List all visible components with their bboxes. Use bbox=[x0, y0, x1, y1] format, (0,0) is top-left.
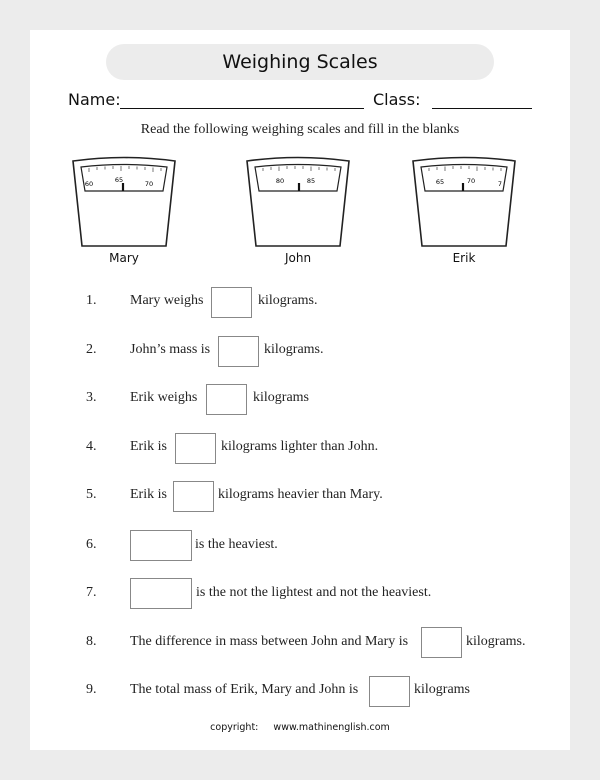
answer-box[interactable] bbox=[130, 578, 192, 609]
scale-name-erik: Erik bbox=[452, 251, 476, 265]
scale-name-john: John bbox=[284, 251, 312, 265]
answer-box[interactable] bbox=[211, 287, 252, 318]
tick-label: 65 bbox=[114, 176, 124, 184]
question-text: kilograms. bbox=[258, 293, 318, 308]
question-text: Erik is bbox=[130, 439, 167, 454]
question-number: 8. bbox=[86, 634, 97, 649]
question-number: 3. bbox=[86, 390, 97, 405]
question-text: kilograms. bbox=[466, 634, 526, 649]
site-link[interactable]: www.mathinenglish.com bbox=[273, 722, 390, 733]
question-text: The difference in mass between John and Mary is bbox=[130, 634, 409, 649]
tick-label: 80 bbox=[275, 177, 285, 185]
question-number: 7. bbox=[86, 585, 97, 600]
tick-label: 85 bbox=[306, 177, 316, 185]
copyright-label: copyright: bbox=[210, 722, 259, 733]
answer-box[interactable] bbox=[130, 530, 192, 561]
question-number: 6. bbox=[86, 537, 97, 552]
class-label: Class: bbox=[373, 90, 421, 109]
question-number: 1. bbox=[86, 293, 97, 308]
answer-box[interactable] bbox=[206, 384, 247, 415]
question-number: 4. bbox=[86, 439, 97, 454]
tick-label: 60 bbox=[84, 180, 94, 188]
page-title: Weighing Scales bbox=[222, 51, 378, 73]
question-text: Erik weighs bbox=[130, 390, 198, 405]
scale-john bbox=[243, 155, 353, 251]
question-text: kilograms. bbox=[264, 342, 324, 357]
tick-label: 70 bbox=[466, 177, 476, 185]
instructions: Read the following weighing scales and fill in the blanks bbox=[140, 122, 460, 137]
class-field[interactable] bbox=[432, 108, 532, 109]
answer-box[interactable] bbox=[369, 676, 410, 707]
name-field[interactable] bbox=[120, 108, 364, 109]
answer-box[interactable] bbox=[173, 481, 214, 512]
question-text: John’s mass is bbox=[130, 342, 211, 357]
name-label: Name: bbox=[68, 90, 121, 109]
scale-erik bbox=[409, 155, 519, 251]
question-text: kilograms bbox=[414, 682, 470, 697]
tick-label: 70 bbox=[144, 180, 154, 188]
question-text: kilograms heavier than Mary. bbox=[218, 487, 383, 502]
question-text: is the heaviest. bbox=[195, 537, 278, 552]
question-text: is the not the lightest and not the heaviest. bbox=[196, 585, 432, 600]
question-text: kilograms lighter than John. bbox=[221, 439, 379, 454]
question-text: kilograms bbox=[253, 390, 309, 405]
question-number: 9. bbox=[86, 682, 97, 697]
footer bbox=[0, 722, 600, 733]
question-text: Mary weighs bbox=[130, 293, 204, 308]
tick-label: 7 bbox=[497, 180, 503, 188]
scale-mary bbox=[69, 155, 179, 251]
question-number: 5. bbox=[86, 487, 97, 502]
question-text: Erik is bbox=[130, 487, 167, 502]
answer-box[interactable] bbox=[175, 433, 216, 464]
tick-label: 65 bbox=[435, 178, 445, 186]
scale-name-mary: Mary bbox=[109, 251, 139, 265]
answer-box[interactable] bbox=[218, 336, 259, 367]
answer-box[interactable] bbox=[421, 627, 462, 658]
question-number: 2. bbox=[86, 342, 97, 357]
question-text: The total mass of Erik, Mary and John is bbox=[130, 682, 359, 697]
